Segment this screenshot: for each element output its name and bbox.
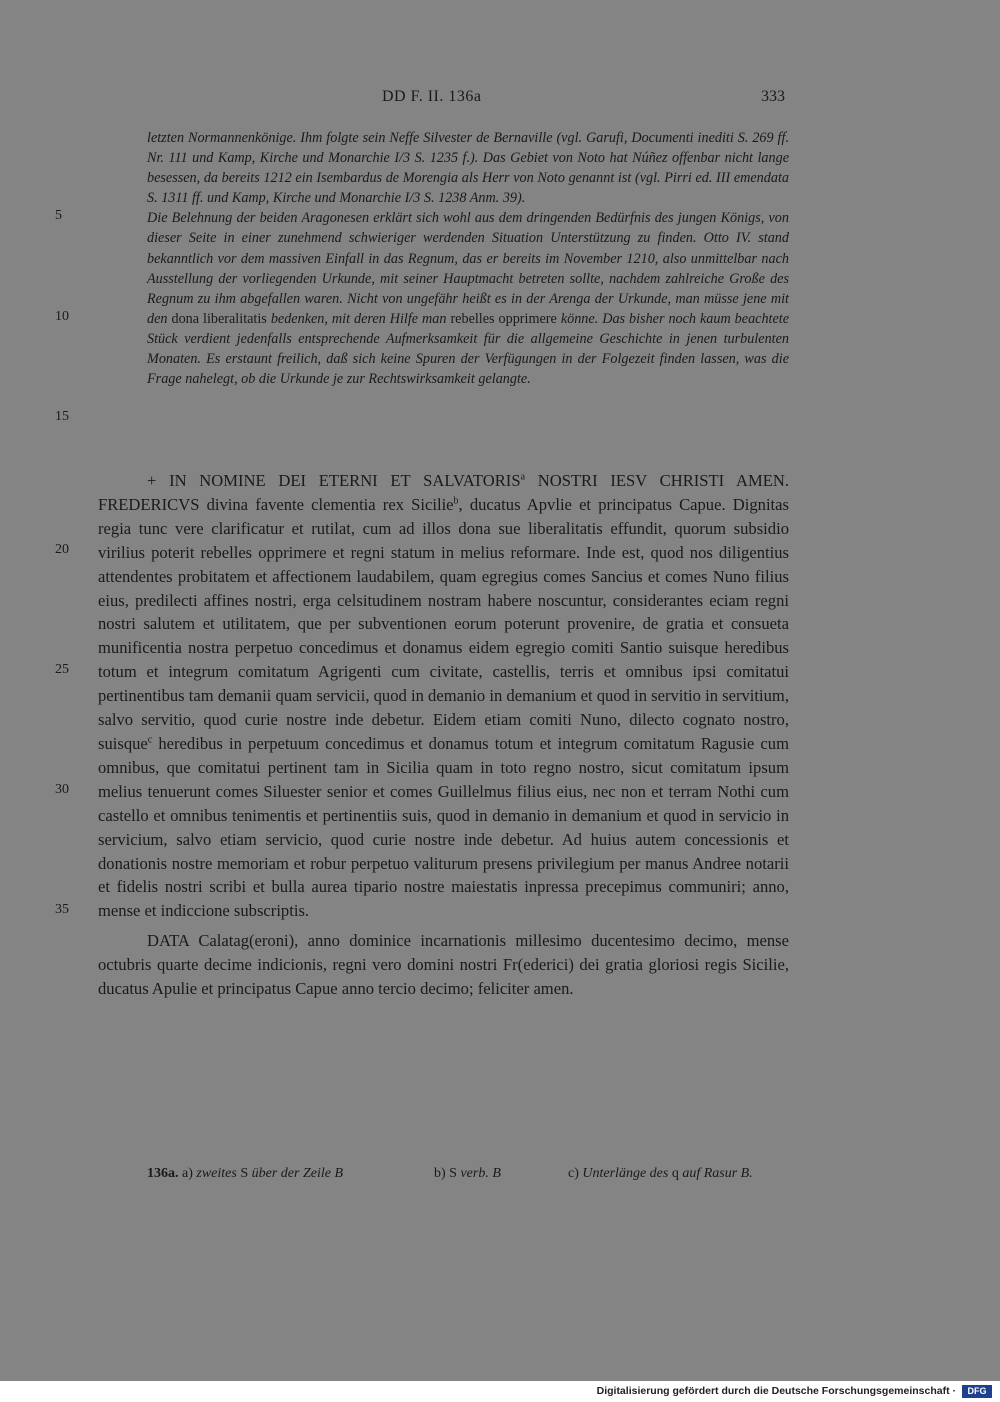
- quoted-latin: dona liberalitatis: [171, 310, 267, 327]
- commentary-paragraph: letzten Normannenkönige. Ihm folgte sein Neffe Silvester de Bernaville (vgl. Garufi, Documenti inediti S. 269 ff. Nr. 111 und Kamp, Kirche und Monarchie I/3 S. 1235 f.). Das Gebiet von Noto hat Núñez offenbar nicht lange besessen, da bereits 1212 ein Isembardus de Morengia als Herr von Noto genannt ist (vgl. Pirri ed. III emendata S. 1311 ff. und Kamp, Kirche und Monarchie I/3 S. 1238 Anm. 39).: [147, 130, 789, 207]
- footnote-letter: c): [568, 1166, 579, 1181]
- page-number: 333: [761, 88, 785, 105]
- footnote-text: verb. B: [460, 1166, 501, 1181]
- commentary-text: könne. Das bisher noch kaum beachtete Stück verdient jedenfalls entsprechende Aufmerksamkeit für die allgemeine Geschichte in jenen turbulenten Monaten. Es erstaunt freilich, daß sich keine Spuren der Verfügungen in der Folgezeit finden lassen, was die Frage nahelegt, ob die Urkunde je zur Rechtswirksamkeit gelangte.: [147, 310, 790, 388]
- footnote-doc-label: 136a.: [147, 1166, 179, 1181]
- footnote-a: [147, 1166, 343, 1182]
- charter-text-run: heredibus in perpetuum concedimus et donamus totum et integrum comitatum Ragusie cum omnibus, que comitatui pertinent tam in Sicilia quam in toto regno nostro, sicut comitatum ipsum melius tenuerunt comes Siluester senior et comes Guillelmus filius eius, nec non et terram Nothi cum castello et omnibus tenimentis et pertinentiis suis, quod in demanio in demanium et quod in servicio in servicium, salvo etiam servicio, quod curie nostre inde debetur. Ad huius autem concessionis et donationis nostre memoriam et robur perpetuo valiturum presens privilegium per manus Andree notarii et fidelis nostri scribi et bulla aurea tipario nostre maiestatis inpressa precepimus communiri; anno, mense et indiccione subscriptis.: [98, 733, 789, 921]
- line-number: 30: [55, 782, 69, 797]
- dfg-logo: DFG: [962, 1385, 992, 1398]
- charter-invocatio: + IN NOMINE DEI ETERNI ET SALVATORIS: [147, 471, 521, 490]
- footnote-letter: b): [434, 1166, 446, 1181]
- footnote-letter: a): [182, 1166, 193, 1181]
- dating-clause: DATA Calatag(eroni), anno dominice incarnationis millesimo ducentesimo decimo, mense octubris quarte decime indicionis, regni vero domini nostri Fr(ederici) dei gratia gloriosi regis Sicilie, ducatus Apulie et principatus Capue anno tercio decimo; feliciter amen.: [98, 931, 789, 999]
- quoted-latin: rebelles opprimere: [450, 310, 557, 327]
- commentary-text: bedenken, mit deren Hilfe man: [270, 310, 447, 327]
- footnote-marker: a: [520, 471, 526, 483]
- funding-notice: Digitalisierung gefördert durch die Deutsche Forschungsgemeinschaft ·: [596, 1385, 956, 1397]
- footnote-text: über der Zeile B: [251, 1166, 344, 1181]
- footnote-c: [568, 1166, 753, 1182]
- charter-text-run: NOSTRI IESV CHRISTI AMEN. FREDERICVS divina favente clementia rex Sicilie: [98, 471, 789, 514]
- charter-text-run: , ducatus Apvlie et principatus Capue. Dignitas regia tunc vere clarificatur et rutilat, cum ad illos dona sue liberalitatis effundit, quorum subsidio virilius poterit rebelles opprimere et regni statum in melius reformare. Inde est, quod nos diligentius attendentes probitatem et affectionem laudabilem, quam egregius comes Sancius et comes Nuno filius eius, predilecti affines nostri, erga celsitudinem nostram habere noscuntur, considerantes eciam regni nostri salutem et utilitatem, que per subventionen eorum poterunt provenire, de gratia et consueta munificentia nostra perpetuo concedimus et donamus eidem egregio comiti Santio suisque heredibus totum et integrum comitatum Agrigenti cum civitate, castellis, terris et omnibus ipsi comitatui pertinentibus tam demanii quam servicii, quod in demanio in demanium et quod in servitio in servitium, salvo servitio, quod curie nostre inde debetur. Eidem etiam comiti Nuno, dilecto cognato nostro, suisque: [98, 494, 789, 753]
- footnote-marker: b: [453, 495, 459, 507]
- running-head: DD F. II. 136a: [382, 88, 482, 105]
- footnote-text: auf Rasur B.: [682, 1166, 753, 1181]
- footnote-text: zweites: [196, 1166, 237, 1181]
- commentary-text: Die Belehnung der beiden Aragonesen erklärt sich wohl aus dem dringenden Bedürfnis des jungen Königs, von dieser Seite in einer zunehmend schwieriger werdenden Situation Unterstützung zu finden. Otto IV. stand bekanntlich vor dem massiven Einfall in das Regnum, das er bereits im November 1210, also unmittelbar nach Ausstellung der vorliegenden Urkunde, mit seiner Hauptmacht betreten sollte, nachdem zahlreiche Große des Regnum zu ihm abgefallen waren. Nicht von ungefähr heißt es in der Arenga der Urkunde, man müsse jene mit den: [147, 210, 789, 327]
- line-number: 35: [55, 902, 69, 917]
- footnote-text: q: [671, 1166, 679, 1181]
- footnote-text: S: [240, 1166, 249, 1181]
- line-number: 20: [55, 542, 69, 557]
- commentary-block: [147, 128, 789, 389]
- line-number: 5: [55, 208, 62, 223]
- charter-text: [98, 469, 789, 1001]
- line-number: 10: [55, 309, 69, 324]
- footnote-b: [434, 1166, 501, 1182]
- footnote-text: Unterlänge des: [582, 1166, 669, 1181]
- charter-paragraph: [98, 469, 789, 923]
- line-number: 15: [55, 409, 69, 424]
- commentary-paragraph: [147, 208, 789, 389]
- line-number: 25: [55, 662, 69, 677]
- footnote-text: S: [449, 1166, 457, 1181]
- footnote-marker: c: [147, 734, 153, 746]
